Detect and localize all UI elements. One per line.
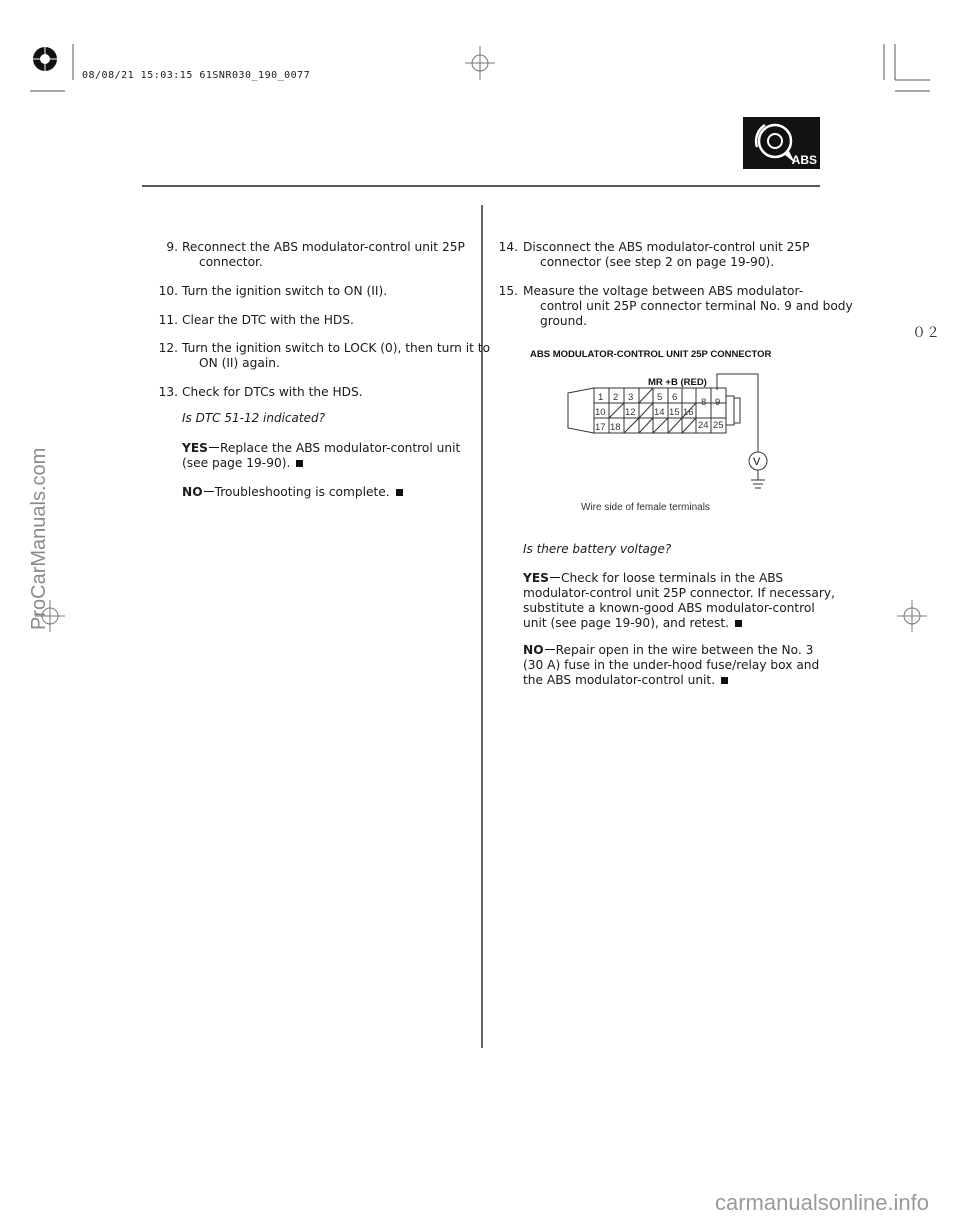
answer-text: the ABS modulator-control unit. [523, 673, 716, 687]
step-number: 10. [158, 284, 178, 298]
answer-text: (see page 19-90). [182, 456, 291, 470]
diagram-caption: Wire side of female terminals [581, 502, 710, 513]
answer-text: Repair open in the wire between the No. 3 [555, 643, 814, 657]
yes-answer-left [182, 441, 460, 471]
step-text: control unit 25P connector terminal No. 9 and body [540, 299, 853, 313]
diagram-title: ABS MODULATOR-CONTROL UNIT 25P CONNECTOR [530, 349, 772, 360]
pin-label: 10 [595, 407, 606, 418]
question-voltage: Is there battery voltage? [523, 542, 672, 556]
step-text: Check for DTCs with the HDS. [182, 385, 363, 399]
right-registration-icon [897, 600, 927, 632]
yes-answer-right [523, 571, 835, 631]
step-text: Turn the ignition switch to LOCK (0), then turn it to [182, 341, 491, 355]
probe-wire [717, 374, 765, 488]
pin-label: 3 [628, 392, 634, 403]
step-text: connector (see step 2 on page 19-90). [540, 255, 775, 269]
question-dtc: Is DTC 51-12 indicated? [182, 411, 325, 425]
step-number: 12. [158, 341, 178, 355]
print-timestamp: 08/08/21 15:03:15 61SNR030_190_0077 [82, 70, 311, 81]
no-label: NO [182, 485, 203, 499]
wire-label: MR +B (RED) [648, 377, 707, 388]
step-text: Reconnect the ABS modulator-control unit 25P [182, 240, 465, 254]
abs-logo-text: ABS [791, 153, 817, 167]
step-9 [150, 240, 470, 272]
answer-text: substitute a known-good ABS modulator-control [523, 601, 815, 615]
pin-label: 12 [625, 407, 636, 418]
center-registration-icon [465, 46, 495, 80]
no-answer-left [182, 485, 403, 500]
pin-label: 9 [715, 397, 721, 408]
step-number: 9. [166, 240, 178, 254]
bottom-watermark: carmanualsonline.info [715, 1190, 930, 1215]
end-mark-icon [735, 620, 742, 627]
pin-label: 16 [683, 407, 694, 418]
abs-section-logo [743, 117, 820, 169]
voltmeter-icon [749, 452, 767, 470]
meter-symbol: V [753, 456, 761, 468]
pin-label: 6 [672, 392, 678, 403]
registration-target-icon [22, 36, 68, 82]
pin-label: 14 [654, 407, 665, 418]
step-text: ON (II) again. [199, 356, 280, 370]
yes-label: YES [523, 571, 549, 585]
step-number: 13. [158, 385, 178, 399]
pin-label: 2 [613, 392, 619, 403]
end-mark-icon [296, 460, 303, 467]
pin-label: 5 [657, 392, 663, 403]
answer-text: (30 A) fuse in the under-hood fuse/relay box and [523, 658, 820, 672]
pin-label: 15 [669, 407, 680, 418]
connector-diagram [520, 340, 820, 520]
pin-label: 24 [698, 420, 709, 431]
side-watermark: ProCarManuals.com [28, 447, 50, 630]
answer-text: Replace the ABS modulator-control unit [219, 441, 461, 455]
step-text: connector. [199, 255, 263, 269]
step-text: Clear the DTC with the HDS. [182, 313, 354, 327]
pin-label: 8 [701, 397, 707, 408]
step-text: Measure the voltage between ABS modulator- [523, 284, 804, 298]
pin-label: 18 [610, 422, 621, 433]
no-answer-right [523, 643, 819, 688]
yes-label: YES [182, 441, 208, 455]
answer-text: Troubleshooting is complete. [214, 485, 390, 499]
step-number: 15. [498, 284, 518, 298]
end-mark-icon [396, 489, 403, 496]
answer-text: modulator-control unit 25P connector. If necessary, [523, 586, 835, 600]
pin-label: 1 [598, 392, 604, 403]
answer-text: Check for loose terminals in the ABS [560, 571, 784, 585]
pin-label: 17 [595, 422, 606, 433]
end-mark-icon [721, 677, 728, 684]
pin-label: 25 [713, 420, 724, 431]
step-text: Turn the ignition switch to ON (II). [182, 284, 388, 298]
no-label: NO [523, 643, 544, 657]
step-text: ground. [540, 314, 587, 328]
answer-text: unit (see page 19-90), and retest. [523, 616, 730, 630]
step-text: Disconnect the ABS modulator-control unit 25P [523, 240, 810, 254]
step-number: 11. [158, 313, 178, 327]
margin-code: ０２ [912, 325, 940, 341]
step-number: 14. [498, 240, 518, 254]
